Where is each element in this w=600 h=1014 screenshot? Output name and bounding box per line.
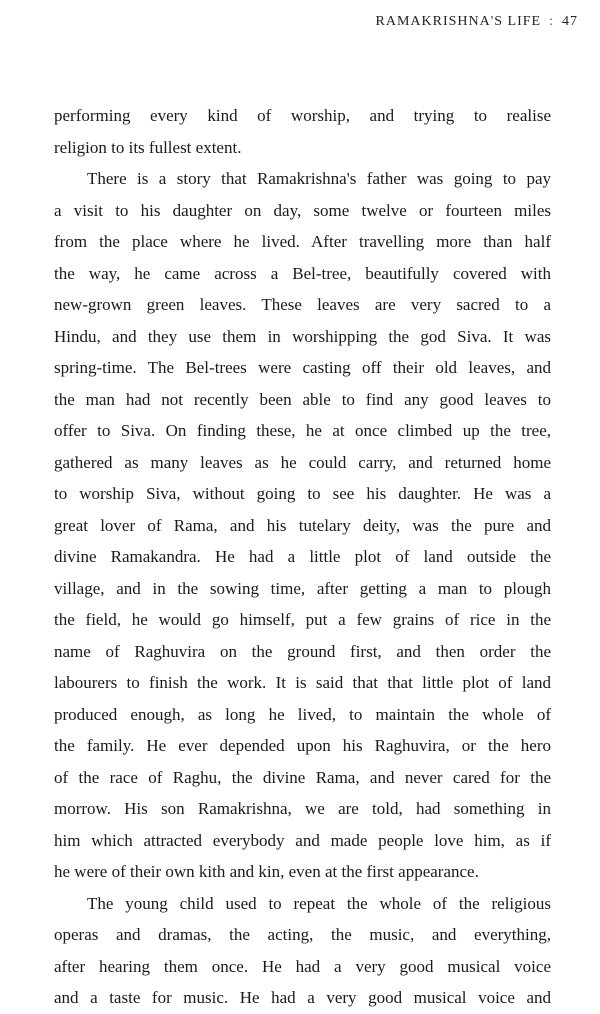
text-line: a visit to his daughter on day, some twelve or fourteen miles [54, 200, 551, 220]
text-line: The young child used to repeat the whole of the religious [87, 893, 551, 913]
text-line: the way, he came across a Bel-tree, beautifully covered with [54, 263, 551, 283]
text-line: Hindu, and they use them in worshipping the god Siva. It was [54, 326, 551, 346]
text-line: labourers to finish the work. It is said that that little plot of land [54, 673, 551, 692]
running-head-separator: : [549, 14, 554, 29]
text-line: to worship Siva, without going to see his daughter. He was a [54, 484, 551, 503]
text-line: morrow. His son Ramakrishna, we are told, had something in [54, 799, 551, 818]
text-line: he were of their own kith and kin, even at the first appearance. [54, 862, 479, 881]
text-line: new-grown green leaves. These leaves are very sacred to a [54, 295, 551, 314]
text-line: divine Ramakandra. He had a little plot of land outside the [54, 547, 551, 566]
text-line: great lover of Rama, and his tutelary deity, was the pure and [54, 515, 551, 535]
text-line: from the place where he lived. After travelling more than half [54, 232, 551, 251]
text-line: There is a story that Ramakrishna's father was going to pay [87, 169, 551, 188]
text-line: the man had not recently been able to find any good leaves to [54, 389, 551, 409]
text-line: religion to its fullest extent. [54, 137, 242, 157]
text-line: village, and in the sowing time, after getting a man to plough [54, 578, 551, 598]
text-line: the field, he would go himself, put a few grains of rice in the [54, 610, 551, 629]
text-line: the family. He ever depended upon his Raghuvira, or the hero [54, 736, 551, 755]
text-line: and a taste for music. He had a very good musical voice and [54, 988, 551, 1007]
text-line: of the race of Raghu, the divine Rama, and never cared for the [54, 767, 551, 787]
text-line: operas and dramas, the acting, the music, and everything, [54, 925, 551, 944]
text-line: performing every kind of worship, and trying to realise [54, 106, 551, 125]
text-line: produced enough, as long he lived, to maintain the whole of [54, 704, 551, 724]
page-number: 47 [562, 14, 578, 29]
running-head-title: RAMAKRISHNA'S LIFE [375, 14, 542, 29]
text-line: gathered as many leaves as he could carry, and returned home [54, 452, 551, 472]
body-text [54, 100, 551, 1014]
text-line: offer to Siva. On finding these, he at once climbed up the tree, [54, 421, 551, 440]
text-line: him which attracted everybody and made people love him, as if [54, 830, 551, 850]
text-line: spring-time. The Bel-trees were casting off their old leaves, and [54, 358, 551, 377]
running-head [376, 14, 579, 30]
text-line: after hearing them once. He had a very good musical voice [54, 956, 551, 976]
text-line: name of Raghuvira on the ground first, and then order the [54, 641, 551, 661]
